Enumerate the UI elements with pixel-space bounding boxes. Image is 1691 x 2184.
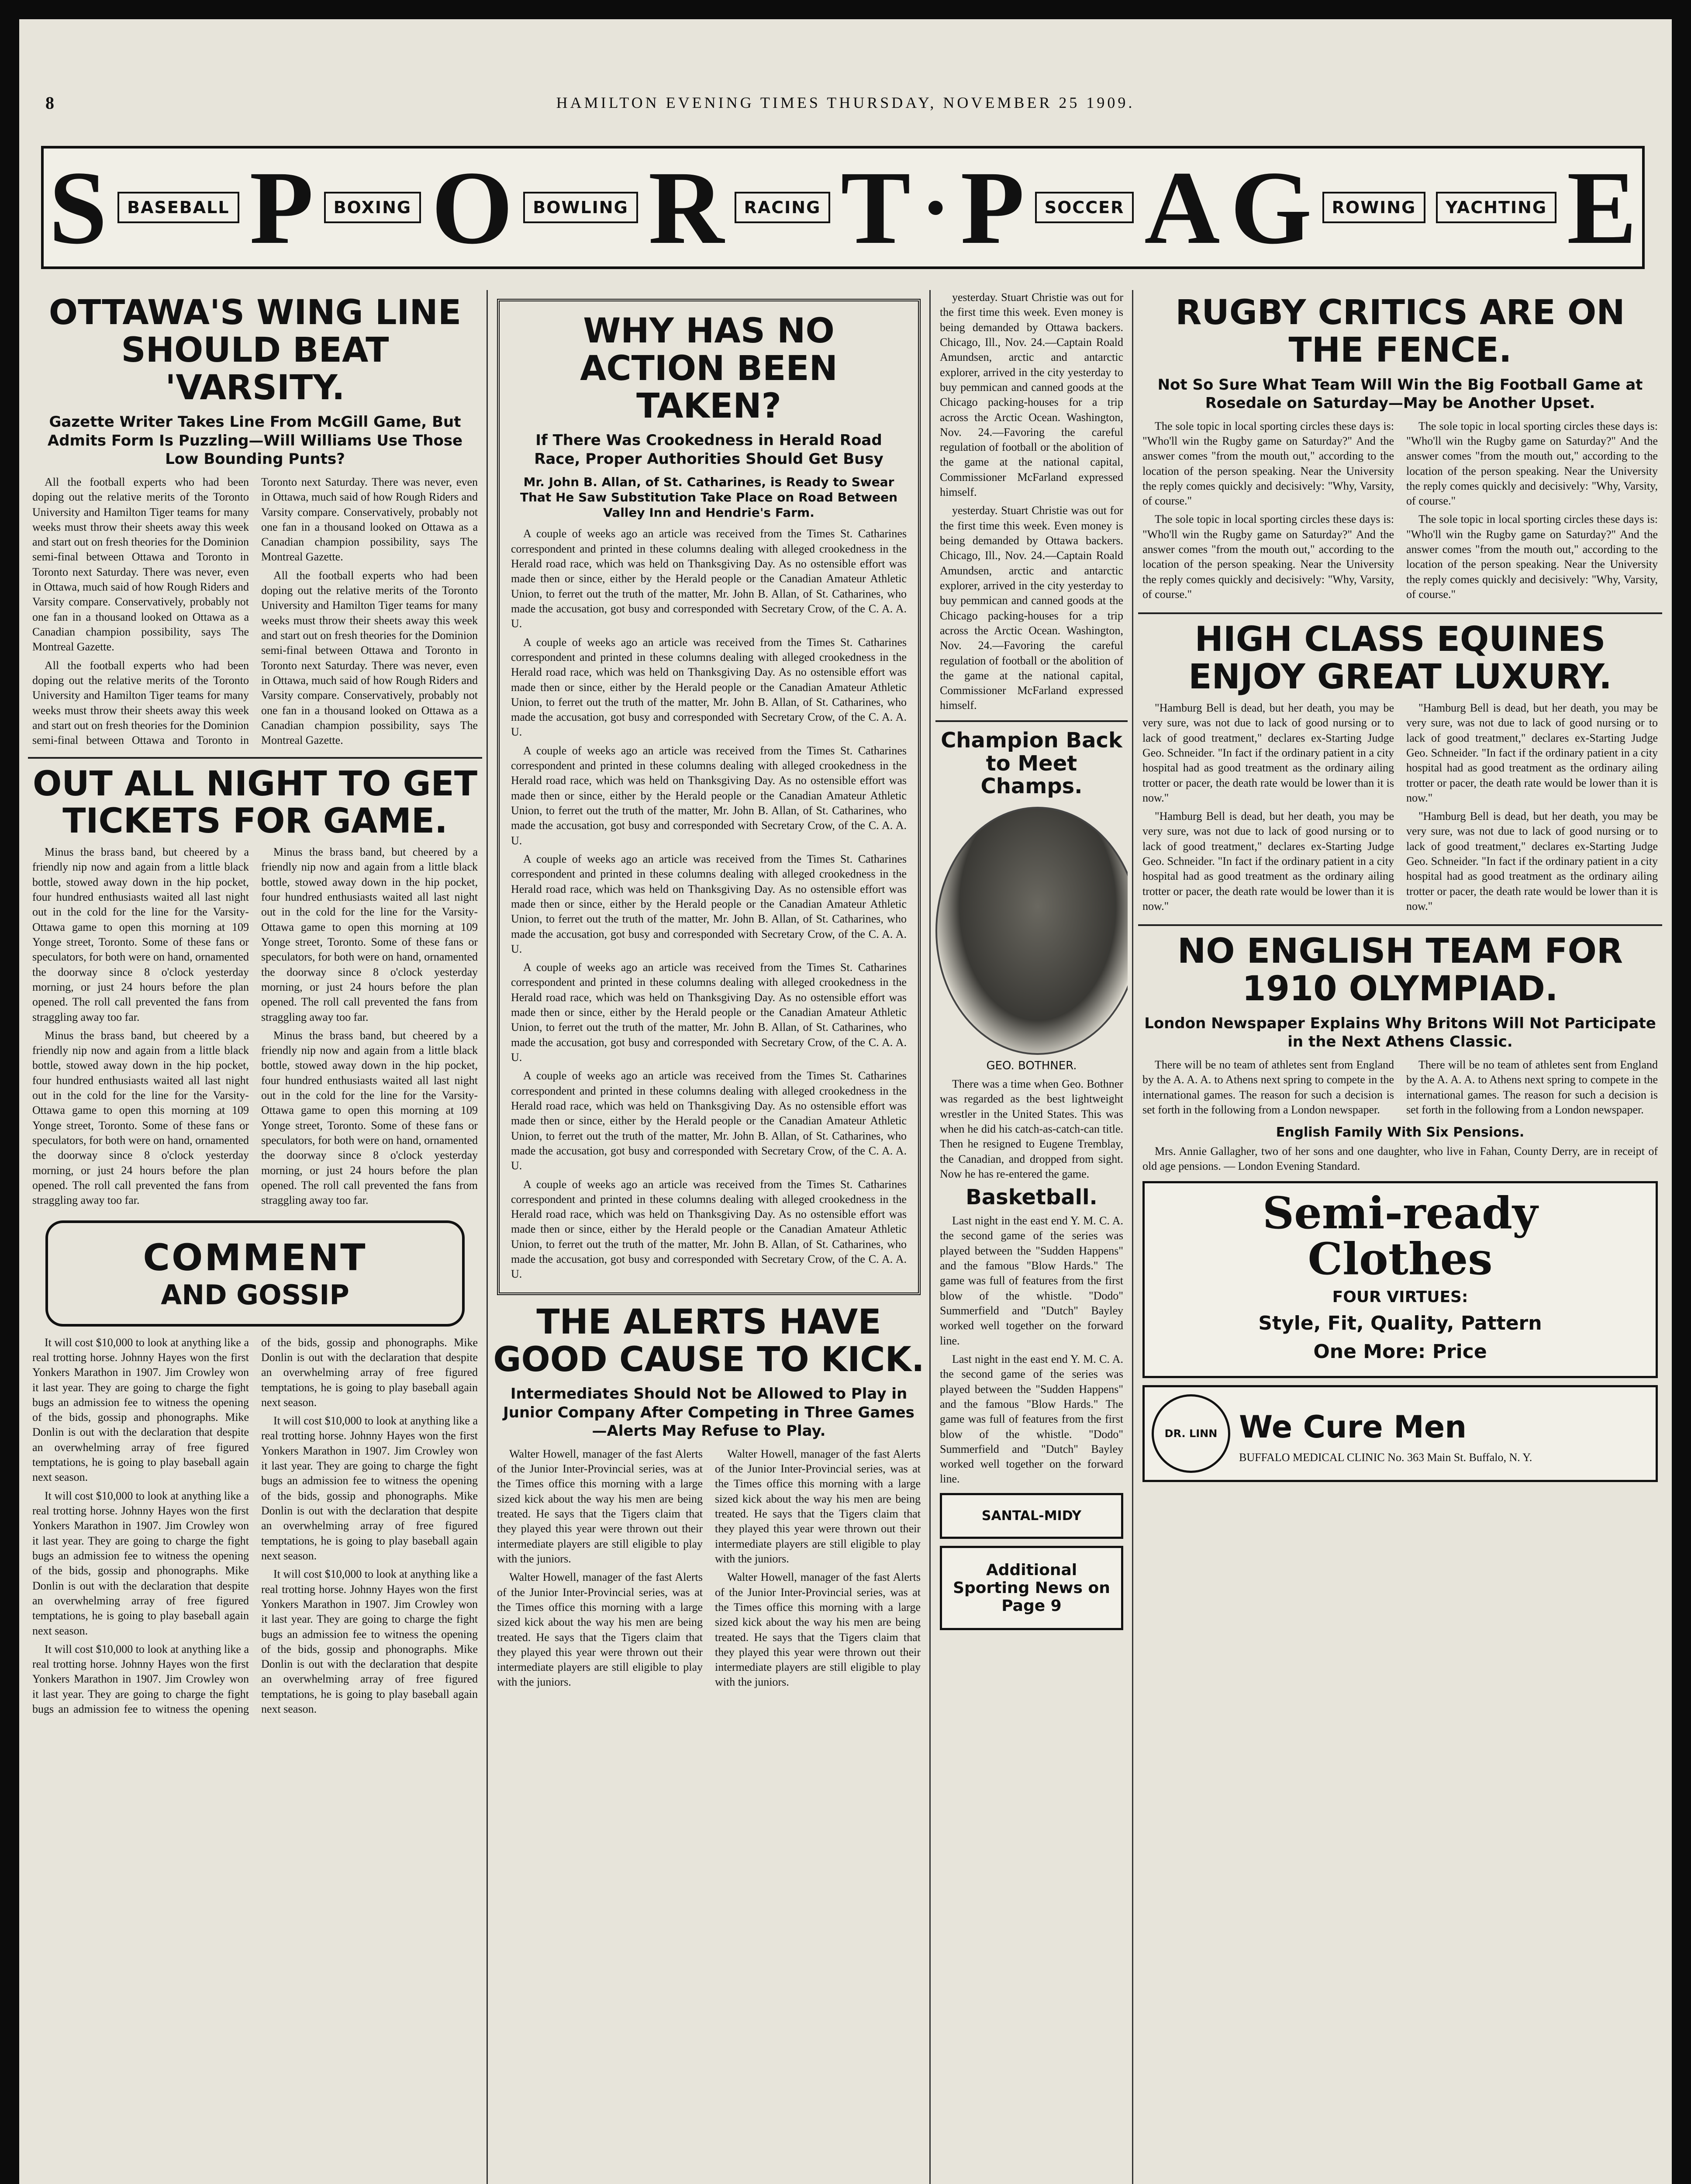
masthead-letter: P: [249, 149, 314, 266]
masthead-letter: R: [648, 149, 724, 266]
article-paragraph: A couple of weeks ago an article was received from the Times St. Catharines correspondent and printed in these columns dealing with alleged crookedness in the Herald road race, which was held on Thanksgiving Day. As no ostensible effort was made then or since, either by the Herald people or the Canadian Amateur Athletic Union, to ferret out the truth of the matter, Mr. John B. Allan, of St. Catharines, who made the accusation, got busy and corresponded with Secretary Crow, of the C. A. A. U.: [511, 1069, 907, 1172]
dateline: HAMILTON EVENING TIMES THURSDAY, NOVEMBER 25 1909.: [556, 94, 1135, 111]
masthead-letter: A: [1144, 149, 1220, 266]
article-amundsen: [935, 290, 1128, 713]
ad-santal-text: SANTAL-MIDY: [981, 1508, 1082, 1524]
masthead-sport: YACHTING: [1436, 192, 1556, 223]
column-rule: [1132, 290, 1133, 2184]
article-paragraph: Walter Howell, manager of the fast Alerts of the Junior Inter-Provincial series, was at the Times office this morning with a large sized kick about the way his men are being treated. He says that the Tigers claim that they played this year were thrown out their intermediate players are still eligible to play with the juniors.: [715, 1447, 921, 1565]
article-paragraph: "Hamburg Bell is dead, but her death, you may be very sure, was not due to lack of good nursing or to lack of good treatment," declares ex-Starting Judge Geo. Schneider. "In fact if the ordinary patient in a city hospital had as good treatment as the ordinary ailing trotter or pacer, the death rate would be lower than it is now.": [1142, 701, 1394, 804]
article-alerts-kick: [493, 1447, 925, 1693]
article-equines: [1138, 701, 1662, 917]
article-paragraph: Last night in the east end Y. M. C. A. the second game of the series was played between the "Sudden Happens" and the famous "Blow Hards." The game was full of features from the first blow of the whistle. "Dodo" Summerfield and "Dutch" Bayley worked well together on the forward line.: [940, 1214, 1123, 1347]
ad-cure-address: BUFFALO MEDICAL CLINIC No. 363 Main St. Buffalo, N. Y.: [1239, 1451, 1532, 1464]
headline-why-no-action: WHY HAS NO ACTION BEEN TAKEN?: [580, 311, 838, 426]
ad-we-cure-men: [1142, 1385, 1658, 1482]
masthead-letter: T: [841, 149, 911, 266]
article-pensions: [1138, 1144, 1662, 1174]
ad-additional-text: Additional Sporting News on Page 9: [953, 1561, 1110, 1615]
ad-row: [940, 1493, 1123, 1539]
box-why-no-action: [497, 299, 921, 1295]
masthead-sport: SOCCER: [1035, 192, 1134, 223]
masthead-sport: BASEBALL: [117, 192, 239, 223]
article-paragraph: It will cost $10,000 to look at anything like a real trotting horse. Johnny Hayes won the first Yonkers Marathon in 1907. Jim Crowley won it last year. They are going to charge the fight bugs an admission fee to witness the opening of the bids, gossip and phonographs. Mike Donlin is out with the declaration that despite an overwhelming array of free figured temptations, he is going to play baseball again next season.: [261, 1568, 478, 1716]
headline-champion-back: Champion Back to Meet Champs.: [941, 728, 1122, 799]
masthead-sport: RACING: [735, 192, 831, 223]
article-paragraph: Walter Howell, manager of the fast Alerts of the Junior Inter-Provincial series, was at the Times office this morning with a large sized kick about the way his men are being treated. He says that the Tigers claim that they played this year were thrown out their intermediate players are still eligible to play with the juniors.: [497, 1447, 703, 1565]
article-rugby-critics: [1138, 419, 1662, 606]
article-paragraph: It will cost $10,000 to look at anything like a real trotting horse. Johnny Hayes won the first Yonkers Marathon in 1907. Jim Crowley won it last year. They are going to charge the fight bugs an admission fee to witness the opening of the bids, gossip and phonographs. Mike Donlin is out with the declaration that despite an overwhelming array of free figured temptations, he is going to play baseball again next season.: [32, 1489, 249, 1637]
article-paragraph: A couple of weeks ago an article was received from the Times St. Catharines correspondent and printed in these columns dealing with alleged crookedness in the Herald road race, which was held on Thanksgiving Day. As no ostensible effort was made then or since, either by the Herald people or the Canadian Amateur Athletic Union, to ferret out the truth of the matter, Mr. John B. Allan, of St. Catharines, who made the accusation, got busy and corresponded with Secretary Crow, of the C. A. A. U.: [511, 852, 907, 955]
divider: [1138, 924, 1662, 926]
article-paragraph: There will be no team of athletes sent from England by the A. A. A. to Athens next spring to compete in the international games. The reason for such a decision is set forth in the following from a London newspaper.: [1406, 1058, 1658, 1116]
article-out-all-night: [28, 845, 482, 1212]
headline-no-english-team: NO ENGLISH TEAM FOR 1910 OLYMPIAD.: [1177, 932, 1623, 1009]
subhead-crookedness: If There Was Crookedness in Herald Road Race, Proper Authorities Should Get Busy: [534, 432, 883, 468]
article-paragraph: It will cost $10,000 to look at anything like a real trotting horse. Johnny Hayes won the first Yonkers Marathon in 1907. Jim Crowley won it last year. They are going to charge the fight bugs an admission fee to witness the opening of the bids, gossip and phonographs. Mike Donlin is out with the declaration that despite an overwhelming array of free figured temptations, he is going to play baseball again next season.: [32, 1336, 478, 1716]
masthead-letter: O: [431, 149, 513, 266]
subhead-intermediates: Intermediates Should Not be Allowed to Play in Junior Company After Competing in Three Games—Alerts May Refuse to Play.: [503, 1385, 915, 1440]
divider: [1138, 612, 1662, 614]
masthead-dot: ·: [921, 159, 950, 256]
article-paragraph: A couple of weeks ago an article was received from the Times St. Catharines correspondent and printed in these columns dealing with alleged crookedness in the Herald road race, which was held on Thanksgiving Day. As no ostensible effort was made then or since, either by the Herald people or the Canadian Amateur Athletic Union, to ferret out the truth of the matter, Mr. John B. Allan, of St. Catharines, who made the accusation, got busy and corresponded with Secretary Crow, of the C. A. A. U.: [511, 961, 907, 1064]
gossip-title: AND GOSSIP: [161, 1279, 349, 1311]
divider: [28, 757, 482, 759]
headline-out-all-night: OUT ALL NIGHT TO GET TICKETS FOR GAME.: [32, 764, 478, 841]
article-paragraph: "Hamburg Bell is dead, but her death, you may be very sure, was not due to lack of good nursing or to lack of good treatment," declares ex-Starting Judge Geo. Schneider. "In fact if the ordinary patient in a city hospital had as good treatment as the ordinary ailing trotter or pacer, the death rate would be lower than it is now.": [1142, 810, 1394, 912]
headline-basketball: Basketball.: [966, 1185, 1097, 1210]
ad-price: One More: Price: [1313, 1340, 1487, 1363]
headline-equines: HIGH CLASS EQUINES ENJOY GREAT LUXURY.: [1188, 620, 1612, 697]
article-paragraph: All the football experts who had been doping out the relative merits of the Toronto University and Hamilton Tiger teams for many weeks must throw their sheets away this week and start out on fresh theories for the Dominion semi-final between Ottawa and Toronto in Toronto next Saturday. There was never, even in Ottawa, much said of how Rough Riders and Varsity compare. Conservatively, probably not one fan in a thousand looked on Ottawa as a Canadian champion possibility, says The Montreal Gazette.: [261, 569, 478, 747]
article-paragraph: The sole topic in local sporting circles these days is: "Who'll win the Rugby game on Saturday?" And the answer comes "from the mouth out," according to the location of the person speaking. Near the University the reply comes quickly and decisively: "Why, Varsity, of course.": [1142, 419, 1394, 508]
comment-and-gossip-banner: [45, 1220, 465, 1327]
article-paragraph: Last night in the east end Y. M. C. A. the second game of the series was played between the "Sudden Happens" and the famous "Blow Hards." The game was full of features from the first blow of the whistle. "Dodo" Summerfield and "Dutch" Bayley worked well together on the forward line.: [940, 1352, 1123, 1486]
comment-title: COMMENT: [143, 1236, 367, 1279]
subhead-gazette-writer: Gazette Writer Takes Line From McGill Game, But Admits Form Is Puzzling—Will Williams Use Those Low Bounding Punts?: [47, 413, 463, 468]
article-paragraph: All the football experts who had been doping out the relative merits of the Toronto University and Hamilton Tiger teams for many weeks must throw their sheets away this week and start out on fresh theories for the Dominion semi-final between Ottawa and Toronto in Toronto next Saturday. There was never, even in Ottawa, much said of how Rough Riders and Varsity compare. Conservatively, probably not one fan in a thousand looked on Ottawa as a Canadian champion possibility, says The Montreal Gazette.: [32, 475, 478, 747]
masthead-letter: S: [48, 149, 107, 266]
article-paragraph: yesterday. Stuart Christie was out for the first time this week. Even money is being demanded by Ottawa backers. Chicago, Ill., Nov. 24.—Captain Roald Amundsen, arctic and antarctic explorer, arrived in the city yesterday to buy pemmican and canned goods at the Chicago packing-houses for a trip across the Arctic Ocean. Washington, Nov. 24.—Favoring the careful regulation of football or the abolition of the game at the national capital, Commissioner McFarland expressed himself.: [940, 504, 1123, 712]
divider: [935, 720, 1128, 722]
ad-cure-title: We Cure Men: [1239, 1409, 1467, 1445]
masthead-sport: BOWLING: [523, 192, 638, 223]
ad-virtues: Style, Fit, Quality, Pattern: [1258, 1312, 1542, 1334]
masthead-sport: BOXING: [324, 192, 421, 223]
article-comment-gossip: [28, 1335, 482, 1719]
article-ottawa-wing-line: [28, 475, 482, 750]
newspaper-page: [19, 19, 1672, 2184]
masthead-sport: ROWING: [1322, 192, 1426, 223]
article-paragraph: The sole topic in local sporting circles these days is: "Who'll win the Rugby game on Saturday?" And the answer comes "from the mouth out," according to the location of the person speaking. Near the University the reply comes quickly and decisively: "Why, Varsity, of course.": [1406, 419, 1658, 508]
ad-seal: DR. LINN: [1152, 1394, 1230, 1473]
article-paragraph: A couple of weeks ago an article was received from the Times St. Catharines correspondent and printed in these columns dealing with alleged crookedness in the Herald road race, which was held on Thanksgiving Day. As no ostensible effort was made then or since, either by the Herald people or the Canadian Amateur Athletic Union, to ferret out the truth of the matter, Mr. John B. Allan, of St. Catharines, who made the accusation, got busy and corresponded with Secretary Crow, of the C. A. A. U.: [511, 744, 907, 847]
article-paragraph: Mrs. Annie Gallagher, two of her sons and one daughter, who live in Fahan, County Derry, are in receipt of old age pensions. — London Evening Standard.: [1142, 1145, 1658, 1173]
masthead-letter: P: [960, 149, 1025, 266]
article-paragraph: All the football experts who had been doping out the relative merits of the Toronto University and Hamilton Tiger teams for many weeks must throw their sheets away this week and start out on fresh theories for the Dominion semi-final between Ottawa and Toronto in Toronto next Saturday. There was never, even in Ottawa, much said of how Rough Riders and Varsity compare. Conservatively, probably not one fan in a thousand looked on Ottawa as a Canadian champion possibility, says The Montreal Gazette.: [32, 475, 249, 653]
portrait-caption: GEO. BOTHNER.: [986, 1059, 1077, 1073]
article-paragraph: The sole topic in local sporting circles these days is: "Who'll win the Rugby game on Saturday?" And the answer comes "from the mouth out," according to the location of the person speaking. Near the University the reply comes quickly and decisively: "Why, Varsity, of course.": [1142, 513, 1394, 601]
column-right: [1138, 290, 1662, 2184]
headline-alerts-kick: THE ALERTS HAVE GOOD CAUSE TO KICK.: [493, 1302, 925, 1379]
article-olympiad: [1138, 1057, 1662, 1121]
column-rule: [487, 290, 488, 2184]
masthead: [41, 146, 1645, 269]
headline-pensions: English Family With Six Pensions.: [1276, 1125, 1525, 1140]
article-paragraph: Minus the brass band, but cheered by a friendly nip now and again from a little black bottle, stowed away down in the hip pocket, four hundred enthusiasts waited all last night out in the cold for the line for the Varsity-Ottawa game to open this morning at 109 Yonge street, Toronto. Some of these fans or speculators, for both were on hand, ornamented the doorway since 8 o'clock yesterday morning, or just 24 hours before the plan opened. The roll call prevented the fans from straggling away too far.: [261, 846, 478, 1023]
ad-santal-midy: [940, 1493, 1123, 1539]
article-paragraph: Walter Howell, manager of the fast Alerts of the Junior Inter-Provincial series, was at the Times office this morning with a large sized kick about the way his men are being treated. He says that the Tigers claim that they played this year were thrown out their intermediate players are still eligible to play with the juniors.: [497, 1571, 703, 1689]
subhead-john-allan: Mr. John B. Allan, of St. Catharines, is Ready to Swear That He Saw Substitution Take Place on Road Between Valley Inn and Hendrie's Farm.: [520, 475, 898, 520]
headline-ottawa-wing-line: OTTAWA'S WING LINE SHOULD BEAT 'VARSITY.: [48, 293, 462, 408]
subhead-not-so-sure: Not So Sure What Team Will Win the Big Football Game at Rosedale on Saturday—May be Another Upset.: [1157, 376, 1643, 412]
masthead-letter: E: [1567, 149, 1637, 266]
article-paragraph: It will cost $10,000 to look at anything like a real trotting horse. Johnny Hayes won the first Yonkers Marathon in 1907. Jim Crowley won it last year. They are going to charge the fight bugs an admission fee to witness the opening of the bids, gossip and phonographs. Mike Donlin is out with the declaration that despite an overwhelming array of free figured temptations, he is going to play baseball again next season.: [32, 1336, 249, 1484]
article-bothner: [935, 1077, 1128, 1182]
article-why-no-action: [507, 526, 911, 1282]
ad-additional-news: [940, 1546, 1123, 1630]
ad-semiready-title: Semi-ready: [1262, 1187, 1538, 1239]
article-paragraph: yesterday. Stuart Christie was out for the first time this week. Even money is being demanded by Ottawa backers. Chicago, Ill., Nov. 24.—Captain Roald Amundsen, arctic and antarctic explorer, arrived in the city yesterday to buy pemmican and canned goods at the Chicago packing-houses for a trip across the Arctic Ocean. Washington, Nov. 24.—Favoring the careful regulation of football or the abolition of the game at the national capital, Commissioner McFarland expressed himself.: [940, 291, 1123, 499]
article-paragraph: Minus the brass band, but cheered by a friendly nip now and again from a little black bottle, stowed away down in the hip pocket, four hundred enthusiasts waited all last night out in the cold for the line for the Varsity-Ottawa game to open this morning at 109 Yonge street, Toronto. Some of these fans or speculators, for both were on hand, ornamented the doorway since 8 o'clock yesterday morning, or just 24 hours before the plan opened. The roll call prevented the fans from straggling away too far.: [261, 1029, 478, 1207]
masthead-letter: G: [1230, 149, 1312, 266]
ad-semiready-subtitle: Clothes: [1308, 1233, 1493, 1285]
article-basketball: [935, 1213, 1128, 1487]
ad-virtues-label: FOUR VIRTUES:: [1332, 1288, 1468, 1306]
article-paragraph: A couple of weeks ago an article was received from the Times St. Catharines correspondent and printed in these columns dealing with alleged crookedness in the Herald road race, which was held on Thanksgiving Day. As no ostensible effort was made then or since, either by the Herald people or the Canadian Amateur Athletic Union, to ferret out the truth of the matter, Mr. John B. Allan, of St. Catharines, who made the accusation, got busy and corresponded with Secretary Crow, of the C. A. A. U.: [511, 527, 907, 630]
article-paragraph: "Hamburg Bell is dead, but her death, you may be very sure, was not due to lack of good nursing or to lack of good treatment," declares ex-Starting Judge Geo. Schneider. "In fact if the ordinary patient in a city hospital had as good treatment as the ordinary ailing trotter or pacer, the death rate would be lower than it is now.": [1406, 810, 1658, 912]
column-narrow: [935, 290, 1128, 2184]
article-paragraph: Walter Howell, manager of the fast Alerts of the Junior Inter-Provincial series, was at the Times office this morning with a large sized kick about the way his men are being treated. He says that the Tigers claim that they played this year were thrown out their intermediate players are still eligible to play with the juniors.: [715, 1571, 921, 1689]
article-paragraph: There will be no team of athletes sent from England by the A. A. A. to Athens next spring to compete in the international games. The reason for such a decision is set forth in the following from a London newspaper.: [1142, 1058, 1394, 1116]
headline-rugby-critics: RUGBY CRITICS ARE ON THE FENCE.: [1175, 293, 1625, 370]
column-left: [28, 290, 482, 2184]
column-rule: [929, 290, 931, 2184]
article-paragraph: It will cost $10,000 to look at anything like a real trotting horse. Johnny Hayes won the first Yonkers Marathon in 1907. Jim Crowley won it last year. They are going to charge the fight bugs an admission fee to witness the opening of the bids, gossip and phonographs. Mike Donlin is out with the declaration that despite an overwhelming array of free figured temptations, he is going to play baseball again next season.: [261, 1414, 478, 1562]
article-paragraph: A couple of weeks ago an article was received from the Times St. Catharines correspondent and printed in these columns dealing with alleged crookedness in the Herald road race, which was held on Thanksgiving Day. As no ostensible effort was made then or since, either by the Herald people or the Canadian Amateur Athletic Union, to ferret out the truth of the matter, Mr. John B. Allan, of St. Catharines, who made the accusation, got busy and corresponded with Secretary Crow, of the C. A. A. U.: [511, 1178, 907, 1281]
article-paragraph: Minus the brass band, but cheered by a friendly nip now and again from a little black bottle, stowed away down in the hip pocket, four hundred enthusiasts waited all last night out in the cold for the line for the Varsity-Ottawa game to open this morning at 109 Yonge street, Toronto. Some of these fans or speculators, for both were on hand, ornamented the doorway since 8 o'clock yesterday morning, or just 24 hours before the plan opened. The roll call prevented the fans from straggling away too far.: [32, 846, 249, 1023]
column-center: [493, 290, 925, 2184]
article-paragraph: Minus the brass band, but cheered by a friendly nip now and again from a little black bottle, stowed away down in the hip pocket, four hundred enthusiasts waited all last night out in the cold for the line for the Varsity-Ottawa game to open this morning at 109 Yonge street, Toronto. Some of these fans or speculators, for both were on hand, ornamented the doorway since 8 o'clock yesterday morning, or just 24 hours before the plan opened. The roll call prevented the fans from straggling away too far.: [32, 1029, 249, 1207]
article-paragraph: "Hamburg Bell is dead, but her death, you may be very sure, was not due to lack of good nursing or to lack of good treatment," declares ex-Starting Judge Geo. Schneider. "In fact if the ordinary patient in a city hospital had as good treatment as the ordinary ailing trotter or pacer, the death rate would be lower than it is now.": [1406, 701, 1658, 804]
subhead-london-newspaper: London Newspaper Explains Why Britons Will Not Participate in the Next Athens Classic.: [1144, 1014, 1656, 1051]
article-paragraph: There was a time when Geo. Bothner was regarded as the best lightweight wrestler in the United States. This was when he did his catch-as-catch-can title. Then he resigned to Eugene Tremblay, the Canadian, and dropped from sight. Now he has re-entered the game.: [940, 1078, 1123, 1181]
article-paragraph: The sole topic in local sporting circles these days is: "Who'll win the Rugby game on Saturday?" And the answer comes "from the mouth out," according to the location of the person speaking. Near the University the reply comes quickly and decisively: "Why, Varsity, of course.": [1406, 513, 1658, 601]
article-paragraph: A couple of weeks ago an article was received from the Times St. Catharines correspondent and printed in these columns dealing with alleged crookedness in the Herald road race, which was held on Thanksgiving Day. As no ostensible effort was made then or since, either by the Herald people or the Canadian Amateur Athletic Union, to ferret out the truth of the matter, Mr. John B. Allan, of St. Catharines, who made the accusation, got busy and corresponded with Secretary Crow, of the C. A. A. U.: [511, 636, 907, 739]
page-number: 8: [45, 93, 54, 113]
portrait-image: [935, 807, 1128, 1055]
ad-semi-ready: [1142, 1181, 1658, 1378]
